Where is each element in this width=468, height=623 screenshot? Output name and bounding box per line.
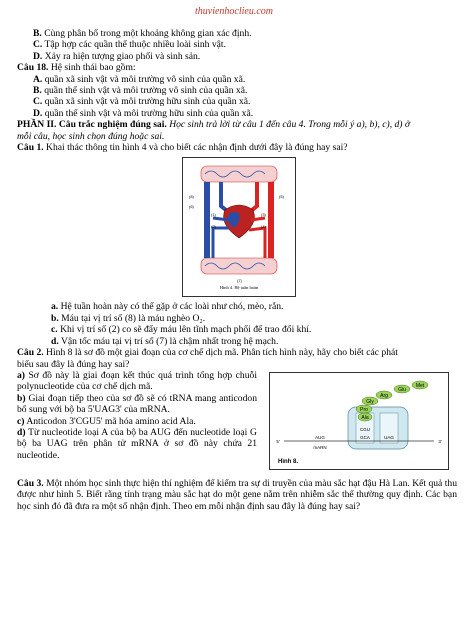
q2-body: [17, 370, 457, 478]
svg-text:Hình 8.: Hình 8.: [278, 458, 299, 465]
option-d: D. Xảy ra hiện tượng giao phối và sinh sản.: [33, 50, 201, 62]
q1-item-c: c. Khi vị trí số (2) co sẽ đẩy máu lên tĩnh mạch phổi để trao đổi khí.: [51, 324, 312, 336]
translation-diagram: [270, 373, 448, 469]
question-2: Câu 2. Hình 8 là sơ đồ một giai đoạn của cơ chế dịch mã. Phân tích hình này, hãy cho biết các phát: [17, 347, 398, 359]
svg-text:(2): (2): [211, 224, 216, 230]
q1-item-b: b. Máu tại vị trí số (8) là máu nghèo O₂.: [51, 312, 206, 324]
svg-text:Pro: Pro: [360, 406, 368, 413]
option-b: B. Cùng phân bố trong một khoảng không gian xác định.: [33, 28, 252, 39]
question-1: Câu 1. Khai thác thông tin hình 4 và cho biết các nhận định dưới đây là đúng hay sai?: [17, 142, 348, 154]
q18-option-d: D. quần thể sinh vật và môi trường hữu sinh của quần xã.: [33, 107, 254, 119]
question-3: Câu 3. Một nhóm học sinh thực hiện thí nghiệm để kiểm tra sự di truyền của màu sắc hạt đậu Hà Lan. Kết quả thu được như hình 5. Biết rằng tính trạng màu sắc hạt do một gene nằm trên nhiễm sắc thể thường quy định. Các bạn học sinh đó đã đưa ra một số nhận định. Theo em mỗi nhận định sau đây là đúng hay sai?: [17, 477, 457, 512]
q18-option-c: C. quần xã sinh vật và môi trường hữu sinh của quần xã.: [33, 96, 251, 108]
svg-text:Ala: Ala: [361, 414, 369, 421]
q2-item-d: d) Từ nucleotide loại A của bộ ba AUG đến nucleotide loại G bộ ba UAG trên phân tử mRNA ở sơ đồ này chứa 21 nucleotide.: [17, 426, 257, 461]
svg-text:(8): (8): [189, 194, 194, 200]
q2-item-b: b) Giai đoạn tiếp theo của sơ đồ sẽ có tRNA mang anticodon bổ sung với bộ ba 5'UAG3' của mRNA.: [17, 392, 257, 416]
svg-text:Arg: Arg: [380, 392, 388, 399]
circulatory-diagram: [183, 158, 295, 286]
svg-text:(1): (1): [211, 212, 216, 218]
svg-text:(3): (3): [261, 212, 266, 218]
figure-4-caption: Hình 4. Hệ tuần hoàn: [219, 285, 259, 291]
question-2-cont: biểu sau đây là đúng hay sai?: [17, 358, 130, 370]
q18-option-a: A. quần xã sinh vật và môi trường vô sinh của quần xã.: [33, 73, 246, 85]
document-page: [17, 28, 457, 512]
q2-item-a: a) Sơ đồ này là giai đoạn kết thúc quá trình tổng hợp chuỗi polynucleotide của cơ chế dịch mã.: [17, 369, 257, 393]
watermark: thuvienhoclieu.com: [194, 6, 274, 17]
svg-text:(7): (7): [237, 278, 242, 284]
circulatory-system-figure: [182, 157, 296, 297]
svg-text:(5): (5): [279, 194, 284, 200]
part-2-instruction: mỗi câu, học sinh chọn đúng hoặc sai.: [17, 130, 165, 142]
question-18: Câu 18. Hệ sinh thái bao gồm:: [17, 62, 136, 74]
q1-item-a: a. Hệ tuần hoàn này có thể gặp ở các loài như chó, mèo, rắn.: [51, 301, 284, 313]
q18-option-b: B. quần thể sinh vật và môi trường vô sinh của quần xã.: [33, 85, 248, 97]
svg-text:GCA: GCA: [360, 434, 370, 440]
svg-text:(4): (4): [261, 224, 266, 230]
svg-text:3': 3': [438, 438, 442, 444]
svg-text:(6): (6): [189, 204, 194, 210]
option-c: C. Tập hợp các quần thể thuộc nhiều loài sinh vật.: [33, 39, 226, 51]
translation-figure: [269, 372, 449, 470]
q1-item-d: d. Vận tốc máu tại vị trí số (7) là chậm nhất trong hệ mạch.: [51, 335, 279, 347]
part-2-heading: PHẦN II. Câu trắc nghiệm đúng sai. Học sinh trả lời từ câu 1 đến câu 4. Trong mỗi ý a), b), c), d) ở: [17, 119, 411, 131]
svg-text:Glu: Glu: [398, 386, 406, 393]
svg-text:Met: Met: [415, 382, 425, 389]
svg-text:5': 5': [276, 438, 280, 444]
q2-item-c: c) Anticodon 3'CGU5' mã hóa amino acid Ala.: [17, 415, 196, 427]
svg-text:UAG: UAG: [384, 434, 394, 440]
svg-text:AUG: AUG: [315, 434, 325, 440]
q2-statements: [17, 370, 257, 461]
svg-text:CGU: CGU: [360, 426, 370, 432]
svg-text:Gly: Gly: [366, 398, 374, 405]
svg-text:mARN: mARN: [313, 444, 327, 450]
